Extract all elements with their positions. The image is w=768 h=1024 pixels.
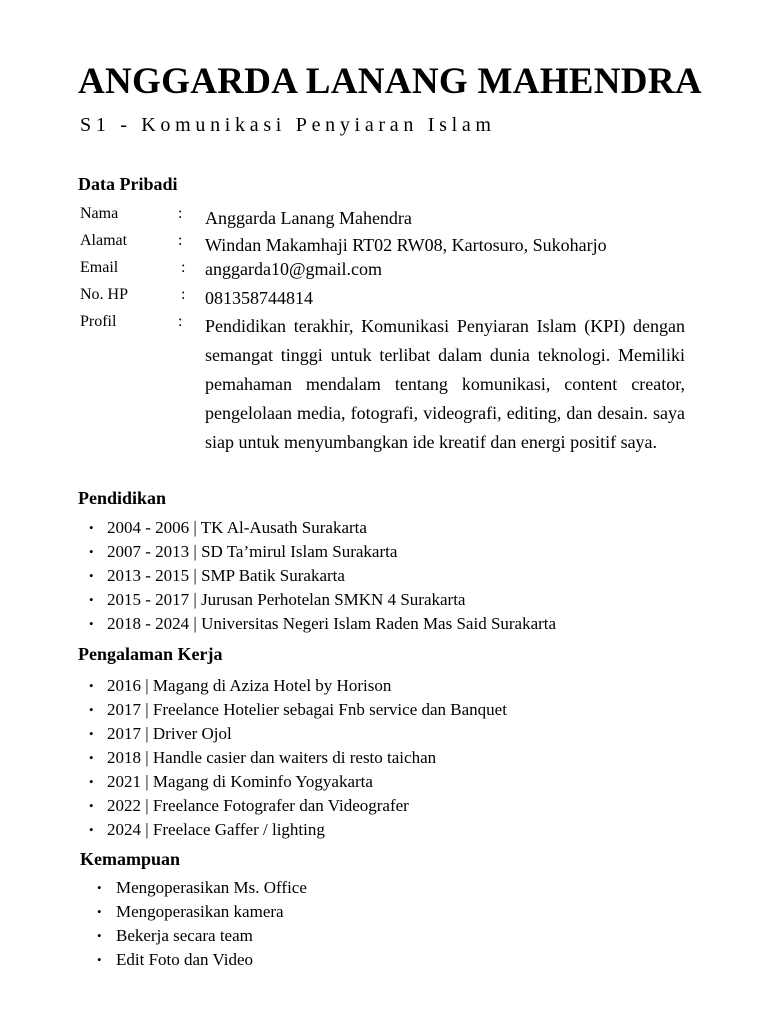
personal-row-name (80, 205, 690, 231)
skill-item: • Mengoperasikan Ms. Office (80, 876, 307, 900)
education-item: • 2007 - 2013 | SD Ta’mirul Islam Surakarta (80, 540, 556, 564)
personal-label: Email (80, 259, 119, 276)
personal-value: 081358744814 (205, 288, 313, 308)
personal-colon: : (178, 205, 183, 222)
education-item: • 2004 - 2006 | TK Al-Ausath Surakarta (80, 516, 556, 540)
section-title-skills: Kemampuan (80, 849, 181, 869)
personal-label: Alamat (80, 232, 128, 249)
cv-subtitle: S1 - Komunikasi Penyiaran Islam (80, 114, 496, 136)
personal-colon: : (178, 232, 183, 249)
experience-item: • 2021 | Magang di Kominfo Yogyakarta (80, 770, 507, 794)
experience-list (80, 674, 507, 842)
education-item: • 2015 - 2017 | Jurusan Perhotelan SMKN 4 Surakarta (80, 588, 556, 612)
education-item: • 2018 - 2024 | Universitas Negeri Islam Raden Mas Said Surakarta (80, 612, 556, 636)
experience-item: • 2018 | Handle casier dan waiters di resto taichan (80, 746, 507, 770)
education-item: • 2013 - 2015 | SMP Batik Surakarta (80, 564, 556, 588)
personal-value: Anggarda Lanang Mahendra (205, 208, 412, 228)
personal-colon: : (178, 313, 183, 330)
personal-row-phone (80, 286, 690, 312)
experience-item: • 2024 | Freelace Gaffer / lighting (80, 818, 507, 842)
personal-colon: : (181, 259, 186, 276)
personal-label: Nama (80, 205, 119, 222)
education-list (80, 516, 556, 636)
personal-label: No. HP (80, 286, 129, 303)
profile-text: Pendidikan terakhir, Komunikasi Penyiaran Islam (KPI) dengan semangat tinggi untuk terlibat dalam dunia teknologi. Memiliki pemahaman mendalam tentang komunikasi, content creator, pengelolaan media, fotografi, videografi, editing, dan desain. saya siap untuk menyumbangkan ide kreatif dan energi positif saya. (205, 316, 685, 452)
section-title-experience: Pengalaman Kerja (78, 644, 223, 664)
cv-name: ANGGARDA LANANG MAHENDRA (78, 61, 702, 102)
personal-row-email (80, 259, 690, 285)
experience-item: • 2016 | Magang di Aziza Hotel by Horison (80, 674, 507, 698)
section-title-education: Pendidikan (78, 488, 167, 508)
section-title-personal: Data Pribadi (78, 174, 178, 194)
personal-value: Windan Makamhaji RT02 RW08, Kartosuro, Sukoharjo (205, 235, 607, 255)
personal-colon: : (181, 286, 186, 303)
experience-item: • 2022 | Freelance Fotografer dan Videografer (80, 794, 507, 818)
personal-value: anggarda10@gmail.com (205, 259, 383, 279)
skill-item: • Bekerja secara team (80, 924, 307, 948)
skills-list (80, 876, 307, 972)
experience-item: • 2017 | Driver Ojol (80, 722, 507, 746)
skill-item: • Mengoperasikan kamera (80, 900, 307, 924)
experience-item: • 2017 | Freelance Hotelier sebagai Fnb service dan Banquet (80, 698, 507, 722)
personal-row-address (80, 232, 690, 258)
skill-item: • Edit Foto dan Video (80, 948, 307, 972)
personal-label: Profil (80, 313, 117, 330)
